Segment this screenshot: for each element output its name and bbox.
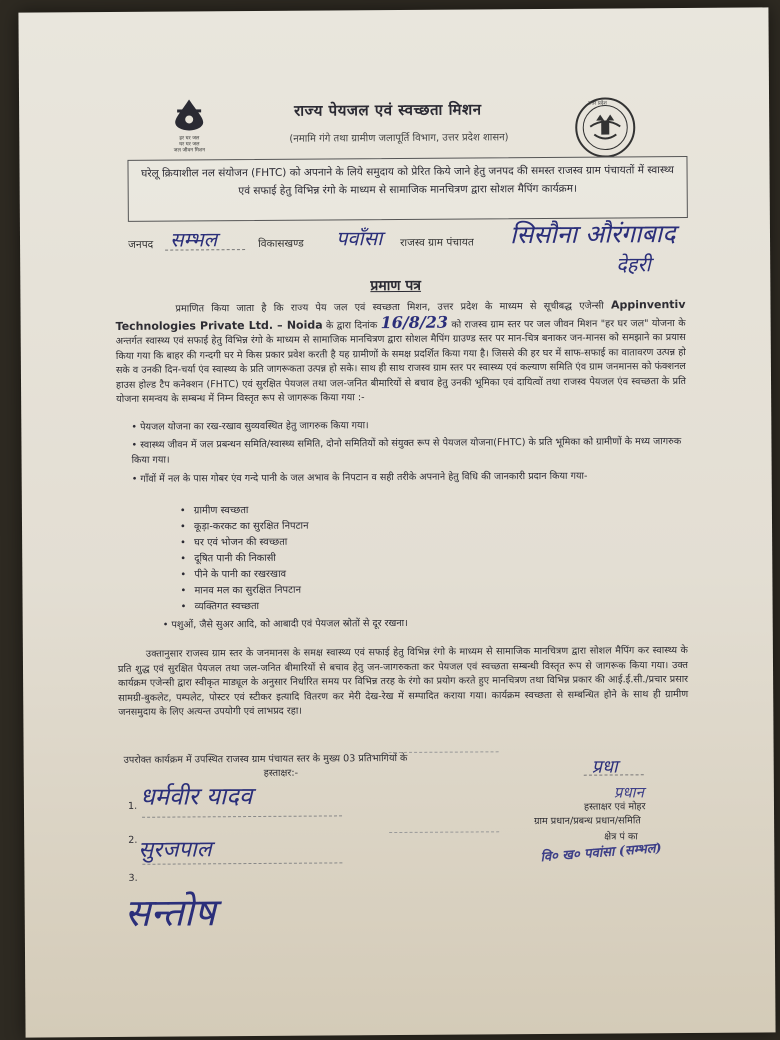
participant-signature: सन्तोष xyxy=(124,890,216,935)
up-government-emblem xyxy=(574,96,636,162)
program-description-text: घरेलू क्रियाशील नल संयोजन (FHTC) को अपनाने के लिये समुदाय को प्रेरित किये जाने हेतु जनपद की समस्त राजस्व ग्राम पंचायतों में स्वास्थ्य एवं सफाई हेतु विभिन्न रंगो के माध्यम से सामाजिक मानचित्रण द्वारा सोशल मैपिंग कार्यक्रम। xyxy=(141,164,675,198)
gram-panchayat-value-line2: देहरी xyxy=(616,252,651,277)
point-3: • गाँवों में नल के पास गोबर एंव गन्दे पानी के जल अभाव के निपटान व सही तरीके अपनाने हेतु विधि की जानकारी प्रदान किया गया- xyxy=(132,468,692,487)
water-drop-icon xyxy=(169,97,209,131)
pradhan-stamp: वि० ख० पवांसा (सम्भल) xyxy=(540,840,663,866)
list-item: • कूड़ा-करकट का सुरक्षित निपटान xyxy=(180,517,480,535)
list-item: • घर एवं भोजन की स्वच्छता xyxy=(180,533,480,551)
participant-number: 2. xyxy=(128,834,138,846)
para1-part2: को राजस्व ग्राम स्तर पर जल जीवन मिशन "हर घर जल" योजना के अन्तर्गत स्वास्थ्य एवं सफाई हेतु विभिन्न रंगो के माध्यम से सामाजिक मानचित्रण द्वारा सोशल मैपिंग ग्राउण्ड स्तर पर मान-चित्र बनाकर जन-मानस को समझाने का प्रयास किया गया कि बाहर की गन्दगी घर मे किस प्रकार प्रवेश करती है यह ग्रामीणों के समक्ष प्रदर्शित किया गया है। जिससे की हर घर में साफ-सफाई का वातावरण उत्पन्न हो सके व उनकी दिन-चर्या एंव स्वास्थ्य के प्रति जागरूकता उत्पन्न हो सके। साथ ही साथ राजस्व ग्राम स्तर पर स्वास्थ्य एवं कल्याण समिति एंव ग्राम जनमानस को फंक्शनल हाउस होल्ड टैप कनेक्शन (FHTC) एवं सुरक्षित पेयजल तथा जल-जनित बीमारियों से बचाव हेतु उनकी भूमिका एवं दायित्वों तथा राजस्व पेयजल एंव स्वच्छता के प्रति योजना समन्वय के सम्बन्ध में निम्न विस्तृत रूप से जागरूक किया गया :- xyxy=(115,317,687,405)
mission-title: राज्य पेयजल एवं स्वच्छता मिशन xyxy=(294,100,482,120)
district-label: जनपद xyxy=(128,238,154,251)
pradhan-role-label: ग्राम प्रधान/प्रबन्ध प्रधान/समिति xyxy=(534,815,641,828)
list-item: • पीने के पानी का रखरखाव xyxy=(180,565,480,583)
block-value: पवाँसा xyxy=(335,226,383,251)
certificate-paragraph-1 xyxy=(115,298,686,407)
participant-signature: सुरजपाल xyxy=(138,837,212,863)
date-value: 16/8/23 xyxy=(380,312,449,332)
sanitation-topics-list xyxy=(180,501,481,615)
point-animals: • पशुओं, जैसे सुअर आदि, को आबादी एवं पेयजल स्रोतों से दूर रखना। xyxy=(163,614,683,633)
agency-name: Appinventiv Technologies Private Ltd. – Noida xyxy=(115,297,686,333)
point-1: • पेयजल योजना का रख-रखाव सुव्यवस्थित हेतु जागरुक किया गया। xyxy=(131,416,691,435)
participants-sign-label: हस्ताक्षर:- xyxy=(263,767,299,779)
signature-line xyxy=(142,862,342,864)
gram-panchayat-label: राजस्व ग्राम पंचायत xyxy=(400,236,474,249)
program-description-box xyxy=(127,156,687,222)
pradhan-sign-line xyxy=(584,774,644,775)
point-2: • स्वास्थ्य जीवन में जल प्रबन्धन समिति/स्वास्थ्य समिति, दोनो समितियों को संयुक्त रूप से पेयजल योजना(FHTC) के प्रति भूमिका को ग्रामीणों के मध्य जागरुक किया गया। xyxy=(131,434,691,468)
pradhan-signature: प्रधा xyxy=(591,756,618,778)
participant-number: 3. xyxy=(128,872,138,884)
list-item: • मानव मल का सुरक्षित निपटान xyxy=(180,581,480,599)
date-label: के द्वारा दिनांक xyxy=(325,319,378,331)
block-label: विकासखण्ड xyxy=(258,237,304,250)
para1-part1: प्रमाणित किया जाता है कि राज्य पेय जल एवं स्वच्छता मिशन, उत्तर प्रदेश के माध्यम से सूचीबद्ध एजेन्सी xyxy=(175,300,604,315)
list-item: • दूषित पानी की निकासी xyxy=(180,549,480,567)
jal-jeevan-mission-logo xyxy=(159,97,219,153)
blank-line xyxy=(389,831,499,833)
district-value: सम्भल xyxy=(169,227,218,252)
certificate-title: प्रमाण पत्र xyxy=(370,277,422,295)
pradhan-sign-label: हस्ताक्षर एवं मोहर xyxy=(583,801,646,813)
pradhan-stamp-word: प्रधान xyxy=(613,783,644,802)
participants-label: उपरोक्त कार्यक्रम में उपस्थित राजस्व ग्राम पंचायत स्तर के मुख्य 03 प्रतिभागियों के xyxy=(123,752,408,766)
list-item: • ग्रामीण स्वच्छता xyxy=(180,501,480,519)
participant-signature: धर्मवीर यादव xyxy=(139,782,253,811)
participant-number: 1. xyxy=(127,800,138,812)
logo-caption: हर घर जल घर घर जल जल जीवन मिशन xyxy=(173,135,206,154)
pradhan-area-label: क्षेत्र पं का xyxy=(604,831,638,843)
gram-panchayat-value: सिसौना औरंगाबाद xyxy=(509,219,676,250)
certificate-page xyxy=(18,7,775,1037)
signature-line xyxy=(142,815,342,817)
certificate-paragraph-2: उक्तानुसार राजस्व ग्राम स्तर के जनमानस के समक्ष स्वास्थ्य एवं सफाई हेतु विभिन्न रंगो के माध्यम से सामाजिक मानचित्रण द्वारा सोशल मैपिंग कर स्वास्थ्य के प्रति शुद्ध एवं सुरक्षित पेयजल तथा जल-जनित बीमारियों से बचाव हेतु जन-जागरुकता कर पेयजल एवं स्वच्छता सम्बन्धी विस्तृत रूप से जागरूक किया गया। उक्त कार्यक्रम एजेन्सी द्वारा स्वीकृत माड्यूल के अनुसार निर्धारित समय पर विभिन्न तरह के रंगो का प्रयोग करते हुए मानचित्रण तथा विभिन्न प्रकार की आई.ई.सी./प्रचार प्रसार सामग्री-बुकलेट, पम्पलेट, पोस्टर एवं स्टीकर इत्यादि वितरण कर मेरी देख-रेख में सम्पादित कराया गया। कार्यक्रम स्वच्छता से सम्बन्धित होने के साथ ही ग्रामीण जनसमुदाय के लिए अत्यन्त उपयोगी एवं लाभप्रद रहा। xyxy=(117,644,689,718)
department-subtitle: (नमामि गंगे तथा ग्रामीण जलापूर्ति विभाग, उत्तर प्रदेश शासन) xyxy=(289,132,509,145)
emblem-text: उत्तर प्रदेश xyxy=(588,100,607,107)
list-item: • व्यक्तिगत स्वच्छता xyxy=(181,597,481,615)
